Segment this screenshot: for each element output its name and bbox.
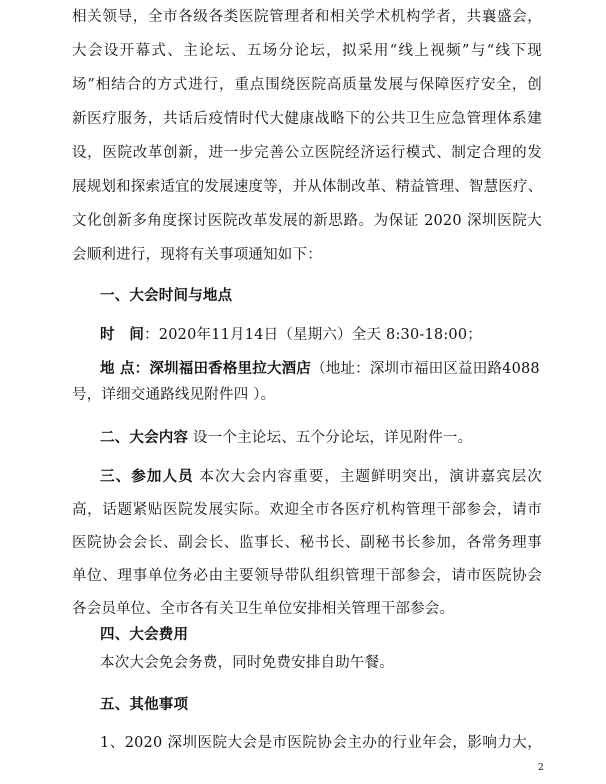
participants-line xyxy=(100,467,542,487)
paragraph-line: 文化创新多角度探讨医院改革发展的新思路。为保证 2020 深圳医院大 xyxy=(72,213,542,229)
paragraph-line: 展规划和探索适宜的发展速度等，并从体制改革、精益管理、智慧医疗、 xyxy=(72,179,543,195)
paragraph-line: 大会设开幕式、主论坛、五场分论坛，拟采用“线上视频”与“线下现 xyxy=(72,43,542,59)
section-heading-fees: 四、大会费用 xyxy=(100,626,189,643)
paragraph-line: 会顺利进行，现将有关事项通知如下： xyxy=(72,247,322,263)
place-line-continued: 号，详细交通路线见附件四 ）。 xyxy=(72,387,276,403)
place-label: 地 点 xyxy=(100,360,135,377)
participants-line: 医院协会会长、副会长、监事长、秘书长、副秘书长参加，各常务理事 xyxy=(72,535,542,551)
content-text: 设一个主论坛、五个分论坛，详见附件一。 xyxy=(188,430,473,446)
other-text: 1、2020 深圳医院大会是市医院协会主办的行业年会，影响力大， xyxy=(100,735,542,751)
paragraph-line: 场”相结合的方式进行，重点围绕医院高质量发展与保障医疗安全，创 xyxy=(72,77,542,93)
paragraph-line: 相关领导，全市各级各类医院管理者和相关学术机构学者，共襄盛会， xyxy=(72,9,542,25)
time-value: ：2020年11月14日（星期六）全天 8:30-18:00； xyxy=(144,327,482,343)
fees-text: 本次大会免会务费，同时免费安排自助午餐。 xyxy=(100,655,394,671)
place-address: （地址：深圳市福田区益田路4088 xyxy=(311,361,540,377)
participants-text: 本次大会内容重要，主题鲜明突出，演讲嘉宾层次 xyxy=(193,469,542,485)
paragraph-line: 新医疗服务，共话后疫情时代大健康战略下的公共卫生应急管理体系建 xyxy=(72,111,542,127)
section-heading-time-place: 一、大会时间与地点 xyxy=(100,287,233,304)
time-label: 时 间 xyxy=(100,326,145,343)
section-heading-participants: 三、参加人员 xyxy=(100,468,194,485)
participants-line: 高，话题紧贴医院发展实际。欢迎全市各医疗机构管理干部参会，请市 xyxy=(72,502,542,518)
paragraph-line: 设，医院改革创新，进一步完善公立医院经济运行模式、制定合理的发 xyxy=(72,145,542,161)
content-line xyxy=(100,428,542,448)
time-line xyxy=(100,325,542,345)
page-number: 2 xyxy=(538,763,544,773)
place-line xyxy=(100,359,542,379)
section-heading-content: 二、大会内容 xyxy=(100,429,189,446)
participants-line: 各会员单位、全市各有关卫生单位安排相关管理干部参会。 xyxy=(72,601,455,617)
place-venue: ：深圳福田香格里拉大酒店 xyxy=(134,360,312,377)
section-heading-other: 五、其他事项 xyxy=(100,696,189,713)
participants-line: 单位、理事单位务必由主要领导带队组织管理干部参会，请市医院协会 xyxy=(72,568,542,584)
